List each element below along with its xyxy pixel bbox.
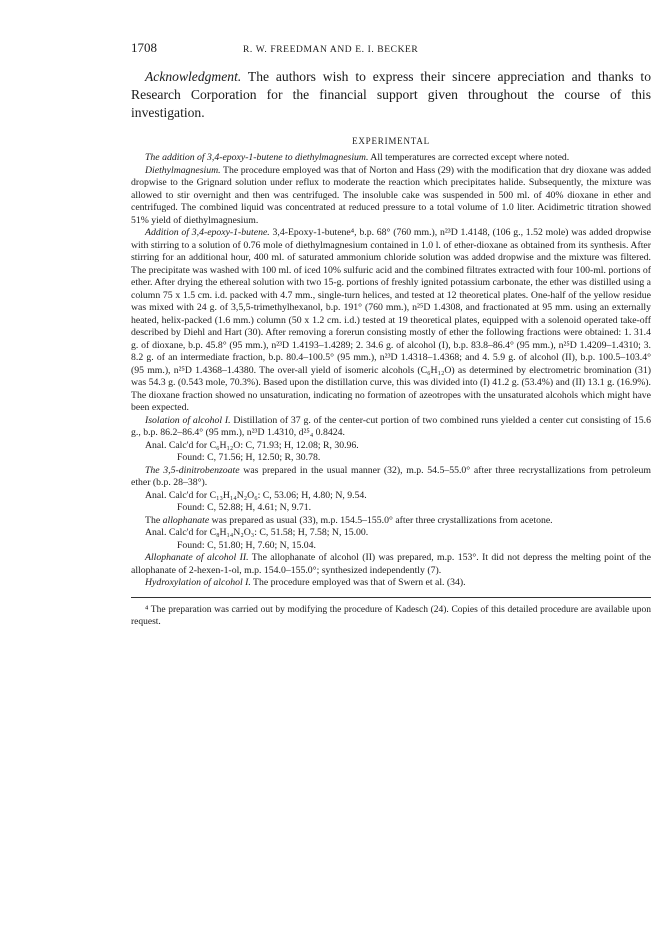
isolation-paragraph [131,415,651,440]
intro-text: All temperatures are corrected except where noted. [368,152,570,164]
allophanate-text: was prepared as usual (33), m.p. 154.5–155.0° after three crystallizations from acetone. [209,514,553,526]
addition-text: 3,4-Epoxy-1-butene⁴, b.p. 68° (760 mm.), n²³D 1.4148, (106 g., 1.52 mole) was added dropwise with stirring to a solution of 0.76 mole of diethylmagnesium contained in 1.0 l. of ether-dioxane as obtained from its synthesis. After stirring for an additional hour, 400 ml. of saturated ammonium chloride solution was added dropwise and the mixture was filtered. The precipitate was washed with 100 ml. of iced 10% sulfuric acid and the combined filtrates extracted with four 100-ml. portions of ether. After drying the ethereal solution with two 15-g. portions of freshly ignited potassium carbonate, the ether was distilled using a column 75 x 1.5 cm. i.d. packed with 4.7 mm., single-turn helices, and tested at 12 theoretical plates. One-half of the yellow residue was mixed with 24 g. of 3,5,5-trimethylhexanol, b.p. 191° (760 mm.), n²⁵D 1.4308, and fractionated at 95 mm. using an externally heated, helix-packed (1.6 mm.) column (50 x 1.2 cm. i.d.) tested at 19 theoretical plates, equipped with a solenoid operated take-off described by Diehl and Hart (30). After removing a forerun consisting mostly of ether the following fractions were obtained: 1. 31.4 g. of dioxane, b.p. 45.8° (95 mm.), n²³D 1.4193–1.4289; 2. 34.6 g. of alcohol (I), b.p. 83.8–86.4° (95 mm.), n²⁵D 1.4209–1.4310; 3. 8.2 g. of an intermediate fraction, b.p. 80.4–100.5° (95 mm.), n²³D 1.4318–1.4368; and 4. 5.9 g. of alcohol (II), b.p. 100.5–103.4° (95 mm.), n²⁵D 1.4368–1.4380. The over-all yield of isomeric alcohols (C₆H₁₂O) as determined by electrometric bromination (31) was 54.3 g. (0.543 mole, 70.3%). Based upon the distillation curve, this was divided into (I) 41.2 g. (53.4%) and (II) 13.1 g. (16.9%). The dioxane fraction showed no unsaturation, indicating no formation of azeotropes with the unsaturated alcohols which might have been expected. [131,227,651,414]
dinitrobenzoate-paragraph [131,465,651,490]
allophanate-alcohol-2-text: The allophanate of alcohol (II) was prepared, m.p. 153°. It did not depress the melting point of the allophanate of 2-hexen-1-ol, m.p. 154.0–155.0°; synthesized independently (7). [131,552,651,576]
dinitrobenzoate-title: The 3,5-dinitrobenzoate [145,464,240,476]
isolation-title: Isolation of alcohol I. [145,414,231,426]
page-number: 1708 [131,40,157,55]
analysis-found-3: Found: C, 51.80; H, 7.60; N, 15.04. [177,539,316,551]
acknowledgment-text: The authors wish to express their sincere appreciation and thanks to Research Corporation for the financial support given throughout the course of this investigation. [131,69,651,121]
analysis-calcd-3: Anal. Calc'd for C₈H₁₄N₂O₃: C, 51.58; H, 7.58; N, 15.00. [145,527,369,539]
diethylmagnesium-title: Diethylmagnesium. [145,164,221,176]
analysis-found-1: Found: C, 71.56; H, 12.50; R, 30.78. [177,452,321,464]
allophanate-paragraph [131,515,651,528]
allophanate-alcohol-2-title: Allophanate of alcohol II. [145,552,249,564]
dinitrobenzoate-text: was prepared in the usual manner (32), m.p. 54.5–55.0° after three recrystallizations from petroleum ether (b.p. 28–38°). [131,464,651,489]
acknowledgment-paragraph [131,68,651,123]
intro-title: The addition of 3,4-epoxy-1-butene to diethylmagnesium. [145,152,369,164]
footnote: ⁴ The preparation was carried out by modifying the procedure of Kadesch (24). Copies of this detailed procedure are available upon request. [131,604,651,628]
analysis-calcd-2: Anal. Calc'd for C₁₃H₁₄N₂O₆: C, 53.06; H, 4.80; N, 9.54. [145,489,367,501]
hydroxylation-text: The procedure employed was that of Swern et al. (34). [250,577,466,589]
diethylmagnesium-text: The procedure employed was that of Norton and Hass (29) with the modification that dry dioxane was added dropwise to the Grignard solution under reflux to moderate the reaction which precipitates halide. Subsequently, the mixture was allowed to stir overnight and then was centrifuged. The insoluble cake was suspended in 500 ml. of 40% dioxane in ether and centrifuged. The combined liquid was concentrated at reduced pressure to a total volume of 1.0 liter. Acidimetric titration showed 51% yield of diethylmagnesium. [131,164,651,226]
analysis-calcd-1: Anal. Calc'd for C₆H₁₂O: C, 71.93; H, 12.08; R, 30.96. [145,439,359,451]
footnote-divider [131,597,651,598]
running-head: R. W. FREEDMAN AND E. I. BECKER [243,45,419,55]
page-header [131,40,651,62]
acknowledgment-label: Acknowledgment. [145,69,242,84]
allophanate-title: allophanate [162,514,210,526]
analysis-found-2: Found: C, 52.88; H, 4.61; N, 9.71. [177,502,312,514]
allophanate-pre: The [145,514,163,526]
hydroxylation-title: Hydroxylation of alcohol I. [145,577,251,589]
diethylmagnesium-paragraph [131,165,651,228]
allophanate-alcohol-2-paragraph [131,552,651,577]
page [131,40,651,629]
section-heading-experimental: EXPERIMENTAL [352,136,430,147]
addition-title: Addition of 3,4-epoxy-1-butene. [145,227,270,239]
hydroxylation-paragraph [131,577,651,590]
experimental-body [131,152,651,590]
addition-paragraph [131,227,651,415]
intro-paragraph [131,152,651,165]
isolation-text: Distillation of 37 g. of the center-cut portion of two combined runs yielded a center cut consisting of 15.6 g., b.p. 86.2–86.4° (95 mm.), n²³D 1.4310, d²⁵₄ 0.8424. [131,414,651,439]
